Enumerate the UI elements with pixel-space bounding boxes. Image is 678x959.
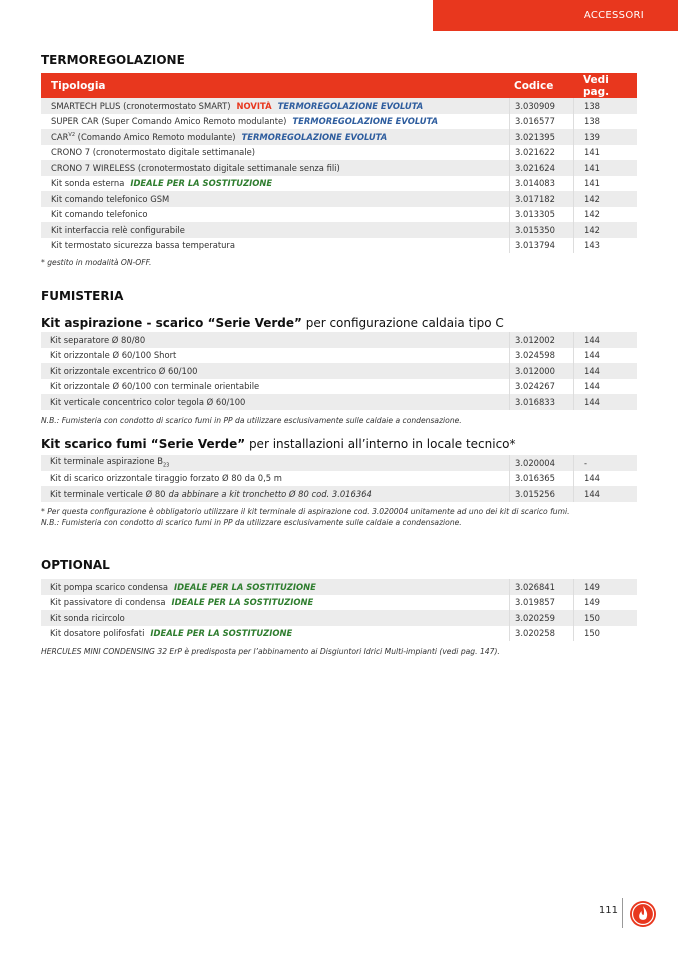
note-fumisteria-2b: N.B.: Fumisteria con condotto di scarico fumi in PP da utilizzare esclusivamente sulle caldaie a condensazione. xyxy=(41,518,462,527)
row-tipologia xyxy=(41,489,509,499)
table-row xyxy=(41,348,637,364)
row-vedi-pag: 144 xyxy=(573,486,637,502)
row-tipologia xyxy=(41,101,509,111)
row-codice: 3.012002 xyxy=(509,332,573,348)
row-vedi-pag: 139 xyxy=(573,129,637,145)
table-row xyxy=(41,486,637,502)
row-vedi-pag: 144 xyxy=(573,363,637,379)
subtitle-rest: per installazioni all’interno in locale tecnico* xyxy=(245,437,516,451)
row-vedi-pag: 144 xyxy=(573,394,637,410)
row-codice: 3.021624 xyxy=(509,160,573,176)
row-tipologia xyxy=(41,194,509,204)
row-codice: 3.021622 xyxy=(509,145,573,161)
row-codice: 3.016577 xyxy=(509,114,573,130)
optional-table xyxy=(41,579,637,641)
row-codice: 3.019857 xyxy=(509,595,573,611)
note-on-off: * gestito in modalità ON-OFF. xyxy=(41,258,152,267)
row-codice: 3.020258 xyxy=(509,626,573,642)
row-tipologia xyxy=(41,335,509,345)
row-codice: 3.015256 xyxy=(509,486,573,502)
row-tipologia xyxy=(41,225,509,235)
row-tipologia xyxy=(41,597,509,607)
table-row xyxy=(41,379,637,395)
badge-termoregolazione-evoluta: TERMOREGOLAZIONE EVOLUTA xyxy=(241,131,388,142)
row-name: CRONO 7 WIRELESS (cronotermostato digitale settimanale senza fili) xyxy=(51,162,340,173)
subtitle-rest: per configurazione caldaia tipo C xyxy=(301,316,504,330)
row-vedi-pag: 149 xyxy=(573,579,637,595)
row-codice: 3.024267 xyxy=(509,379,573,395)
row-tipologia xyxy=(41,350,509,360)
header-tipologia: Tipologia xyxy=(51,79,106,92)
note-fumisteria-2a: * Per questa configurazione è obbligatorio utilizzare il kit terminale di aspirazione cod. 3.020004 unitamente ad uno dei kit di scarico fumi. xyxy=(41,507,570,516)
row-codice: 3.017182 xyxy=(509,191,573,207)
section-tab-accessori: ACCESSORI xyxy=(433,0,678,31)
section-title-termoregolazione: TERMOREGOLAZIONE xyxy=(41,53,185,67)
row-codice: 3.026841 xyxy=(509,579,573,595)
table-row xyxy=(41,222,637,238)
termoregolazione-table xyxy=(41,73,637,253)
row-name: Kit sonda ricircolo xyxy=(50,612,125,623)
row-vedi-pag: 141 xyxy=(573,145,637,161)
row-tipologia xyxy=(41,366,509,376)
badge-ideale-sostituzione: IDEALE PER LA SOSTITUZIONE xyxy=(150,628,293,639)
row-name: Kit pompa scarico condensa xyxy=(50,581,169,592)
row-vedi-pag: - xyxy=(573,455,637,471)
row-tipologia xyxy=(41,473,509,483)
header-codice: Codice xyxy=(514,79,554,92)
row-vedi-pag: 150 xyxy=(573,610,637,626)
table-row xyxy=(41,471,637,487)
badge-ideale-sostituzione: IDEALE PER LA SOSTITUZIONE xyxy=(130,178,273,189)
row-vedi-pag: 143 xyxy=(573,238,637,254)
row-name: Kit verticale concentrico color tegola Ø 60/100 xyxy=(50,396,246,407)
header-vedi-pag: Vedi pag. xyxy=(583,73,610,98)
row-name: Kit terminale aspirazione B xyxy=(50,456,163,467)
row-italic-note: da abbinare a kit tronchetto Ø 80 cod. 3.016364 xyxy=(168,488,372,499)
row-name: CAR xyxy=(51,131,69,142)
row-name: SUPER CAR (Super Comando Amico Remoto modulante) xyxy=(51,116,287,127)
row-tipologia xyxy=(41,628,509,638)
table-row xyxy=(41,145,637,161)
row-name: Kit dosatore polifosfati xyxy=(50,628,145,639)
row-vedi-pag: 142 xyxy=(573,207,637,223)
fumisteria-table-2 xyxy=(41,455,637,502)
page-number: 111 xyxy=(598,905,618,916)
row-codice: 3.024598 xyxy=(509,348,573,364)
note-optional: HERCULES MINI CONDENSING 32 ErP è predisposta per l’abbinamento ai Disgiuntori Idrici Multi-impianti (vedi pag. 147). xyxy=(41,647,500,656)
badge-termoregolazione-evoluta: TERMOREGOLAZIONE EVOLUTA xyxy=(277,100,424,111)
table-row xyxy=(41,160,637,176)
row-vedi-pag: 138 xyxy=(573,114,637,130)
row-vedi-pag: 144 xyxy=(573,471,637,487)
row-name: Kit terminale verticale Ø 80 xyxy=(50,488,166,499)
table-row xyxy=(41,363,637,379)
row-codice: 3.013305 xyxy=(509,207,573,223)
row-vedi-pag: 142 xyxy=(573,222,637,238)
subtitle-bold: Kit scarico fumi “Serie Verde” xyxy=(41,437,246,451)
row-vedi-pag: 138 xyxy=(573,98,637,114)
row-tipologia xyxy=(41,147,509,157)
badge-termoregolazione-evoluta: TERMOREGOLAZIONE EVOLUTA xyxy=(292,116,439,127)
row-name: Kit sonda esterna xyxy=(51,178,125,189)
row-tipologia xyxy=(41,381,509,391)
table-row xyxy=(41,98,637,114)
table-header xyxy=(41,73,637,98)
row-vedi-pag: 141 xyxy=(573,160,637,176)
row-superscript: V2 xyxy=(68,131,76,138)
table-row xyxy=(41,238,637,254)
row-codice: 3.020259 xyxy=(509,610,573,626)
table-row xyxy=(41,129,637,145)
table-row xyxy=(41,207,637,223)
row-name: Kit interfaccia relè configurabile xyxy=(51,224,185,235)
table-row xyxy=(41,455,637,471)
section-title-optional: OPTIONAL xyxy=(41,558,110,572)
row-name: Kit orizzontale excentrico Ø 60/100 xyxy=(50,365,198,376)
row-tipologia xyxy=(41,116,509,126)
table-row xyxy=(41,114,637,130)
row-codice: 3.021395 xyxy=(509,129,573,145)
row-name: Kit comando telefonico GSM xyxy=(51,193,170,204)
table-row xyxy=(41,579,637,595)
badge-novita: NOVITÀ xyxy=(236,100,272,111)
note-fumisteria-1: N.B.: Fumisteria con condotto di scarico fumi in PP da utilizzare esclusivamente sulle caldaie a condensazione. xyxy=(41,416,462,425)
row-vedi-pag: 144 xyxy=(573,332,637,348)
row-name: Kit termostato sicurezza bassa temperatura xyxy=(51,240,236,251)
row-name: Kit passivatore di condensa xyxy=(50,597,166,608)
row-name: Kit comando telefonico xyxy=(51,209,148,220)
row-name: Kit separatore Ø 80/80 xyxy=(50,334,146,345)
subtitle-bold: Kit aspirazione - scarico “Serie Verde” xyxy=(41,316,302,330)
row-tipologia xyxy=(41,163,509,173)
row-tipologia xyxy=(41,240,509,250)
row-name: SMARTECH PLUS (cronotermostato SMART) xyxy=(51,100,231,111)
row-vedi-pag: 141 xyxy=(573,176,637,192)
fumisteria-table-1 xyxy=(41,332,637,410)
subtitle-kit-aspirazione xyxy=(41,316,504,330)
table-row xyxy=(41,191,637,207)
row-subscript: 23 xyxy=(163,463,170,470)
row-tipologia xyxy=(41,582,509,592)
flame-logo-icon xyxy=(629,900,657,928)
row-name: CRONO 7 (cronotermostato digitale settimanale) xyxy=(51,147,256,158)
row-codice: 3.014083 xyxy=(509,176,573,192)
row-name: Kit orizzontale Ø 60/100 con terminale orientabile xyxy=(50,381,260,392)
row-vedi-pag: 142 xyxy=(573,191,637,207)
row-codice: 3.020004 xyxy=(509,455,573,471)
table-row xyxy=(41,626,637,642)
row-tipologia xyxy=(41,178,509,188)
row-tipologia xyxy=(41,132,509,142)
row-vedi-pag: 144 xyxy=(573,379,637,395)
row-name: Kit orizzontale Ø 60/100 Short xyxy=(50,350,177,361)
row-vedi-pag: 150 xyxy=(573,626,637,642)
row-codice: 3.016833 xyxy=(509,394,573,410)
subtitle-kit-scarico xyxy=(41,437,516,451)
row-codice: 3.013794 xyxy=(509,238,573,254)
row-codice: 3.016365 xyxy=(509,471,573,487)
row-tipologia xyxy=(41,456,509,469)
table-row xyxy=(41,394,637,410)
row-tipologia xyxy=(41,397,509,407)
badge-ideale-sostituzione: IDEALE PER LA SOSTITUZIONE xyxy=(174,581,316,592)
row-codice: 3.030909 xyxy=(509,98,573,114)
table-row xyxy=(41,610,637,626)
row-codice: 3.015350 xyxy=(509,222,573,238)
row-codice: 3.012000 xyxy=(509,363,573,379)
badge-ideale-sostituzione: IDEALE PER LA SOSTITUZIONE xyxy=(171,597,314,608)
section-title-fumisteria: FUMISTERIA xyxy=(41,289,124,303)
row-tipologia xyxy=(41,209,509,219)
page-number-divider xyxy=(622,898,623,928)
table-row xyxy=(41,176,637,192)
row-vedi-pag: 144 xyxy=(573,348,637,364)
row-name: Kit di scarico orizzontale tiraggio forzato Ø 80 da 0,5 m xyxy=(50,473,282,484)
row-name: (Comando Amico Remoto modulante) xyxy=(75,131,236,142)
row-vedi-pag: 149 xyxy=(573,595,637,611)
row-tipologia xyxy=(41,613,509,623)
table-row xyxy=(41,595,637,611)
table-row xyxy=(41,332,637,348)
